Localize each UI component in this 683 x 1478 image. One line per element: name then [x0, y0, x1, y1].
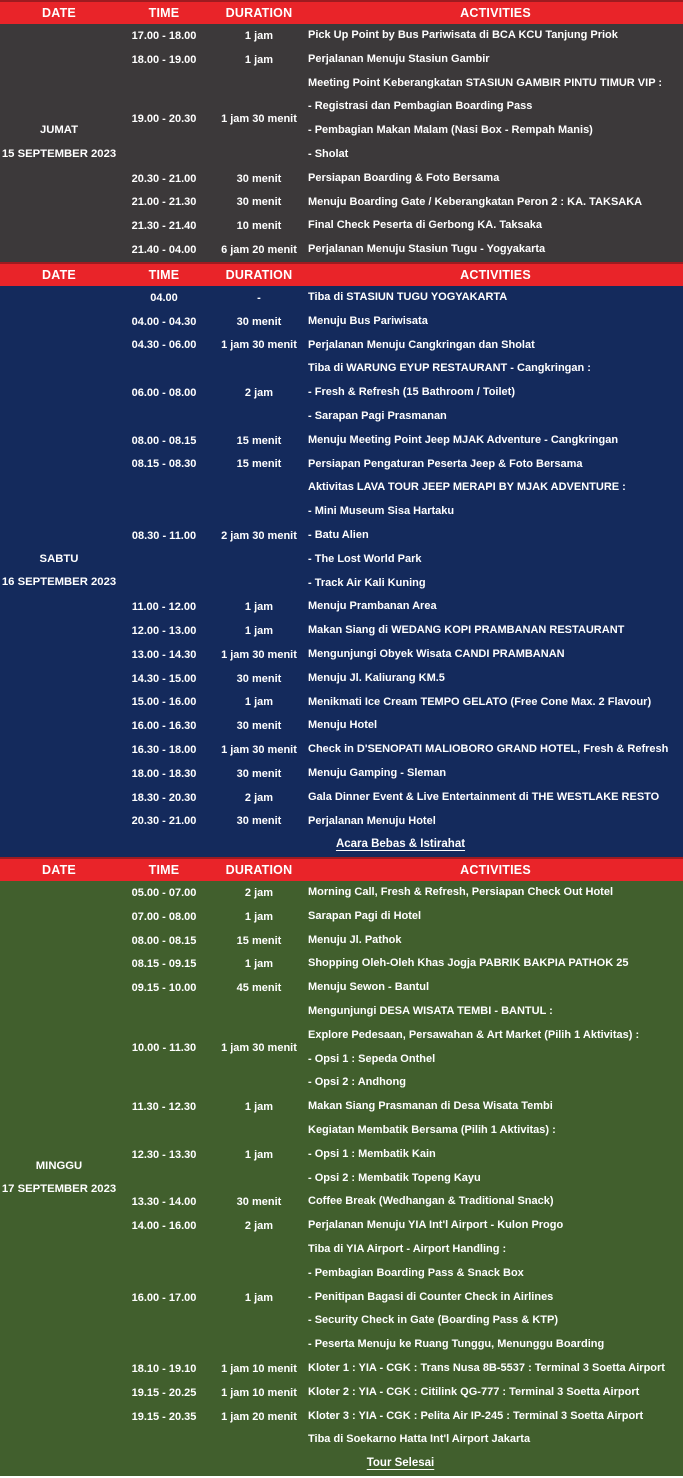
activity-line: - The Lost World Park: [308, 552, 422, 565]
activity-line: Perjalanan Menuju Cangkringan dan Sholat: [308, 338, 535, 351]
activity-line: - Sarapan Pagi Prasmanan: [308, 409, 447, 422]
time-cell: 05.00 - 07.00: [131, 886, 197, 899]
itinerary-row: [0, 1214, 683, 1238]
date-spacer-cell: [0, 167, 118, 191]
activity-line: Morning Call, Fresh & Refresh, Persiapan Check Out Hotel: [308, 886, 614, 899]
activity-line: Menuju Hotel: [308, 719, 378, 732]
activities-cell: [308, 167, 683, 191]
date-spacer-cell: [0, 691, 118, 715]
activities-cell: [308, 1357, 683, 1381]
activity-line: Kloter 1 : YIA - CGK : Trans Nusa 8B-5537 : Terminal 3 Soetta Airport: [308, 1362, 665, 1375]
duration-cell: 2 jam: [244, 387, 274, 400]
date-spacer-cell: [0, 238, 118, 262]
date-label: [0, 1155, 118, 1203]
activities-cell: [308, 905, 683, 929]
activity-line: Aktivitas LAVA TOUR JEEP MERAPI BY MJAK ADVENTURE :: [308, 481, 626, 494]
date-spacer-cell: [0, 1405, 118, 1429]
itinerary-row: [0, 310, 683, 334]
time-cell: 21.30 - 21.40: [131, 220, 197, 233]
activity-line: Perjalanan Menuju YIA Int'l Airport - Kulon Progo: [308, 1219, 564, 1232]
activity-line: Menikmati Ice Cream TEMPO GELATO (Free Cone Max. 2 Flavour): [308, 695, 652, 708]
date-day-name: JUMAT: [39, 124, 79, 137]
time-cell: 16.00 - 17.00: [131, 1291, 197, 1304]
activity-line: Pick Up Point by Bus Pariwisata di BCA KCU Tanjung Priok: [308, 29, 618, 41]
duration-cell: 10 menit: [236, 220, 282, 233]
duration-cell: 6 jam 20 menit: [221, 244, 297, 257]
activity-line: Final Check Peserta di Gerbong KA. Taksaka: [308, 219, 542, 232]
activities-cell: [308, 667, 683, 691]
column-header-date: DATE: [42, 863, 76, 878]
activities-cell: [308, 786, 683, 810]
activity-line: Sarapan Pagi di Hotel: [308, 909, 422, 922]
activity-line: Tiba di YIA Airport - Airport Handling :: [308, 1243, 507, 1256]
activity-line: Menuju Jl. Kaliurang KM.5: [308, 671, 445, 684]
activities-cell: [308, 1119, 683, 1190]
column-header-activities: ACTIVITIES: [460, 863, 531, 878]
itinerary-row: [0, 667, 683, 691]
duration-cell: 2 jam 30 menit: [221, 529, 297, 542]
activity-line: Kegiatan Membatik Bersama (Pilih 1 Aktivitas) :: [308, 1124, 556, 1137]
time-cell: 09.15 - 10.00: [131, 982, 197, 995]
duration-cell: 15 menit: [236, 458, 282, 471]
activity-line: Menuju Jl. Pathok: [308, 933, 402, 946]
column-header-duration: DURATION: [225, 863, 293, 878]
itinerary-row: [0, 214, 683, 238]
date-day-name: SABTU: [39, 552, 79, 565]
column-header-activities: ACTIVITIES: [460, 267, 531, 282]
activities-cell: [308, 810, 683, 834]
activity-line: Shopping Oleh-Oleh Khas Jogja PABRIK BAKPIA PATHOK 25: [308, 957, 629, 970]
date-spacer-cell: [0, 286, 118, 310]
time-cell: 20.30 - 21.00: [131, 172, 197, 185]
time-cell: 11.30 - 12.30: [131, 1101, 197, 1114]
date-full: 15 SEPTEMBER 2023: [1, 147, 117, 160]
date-spacer-cell: [0, 1381, 118, 1405]
time-cell: 21.40 - 04.00: [131, 244, 197, 257]
itinerary-row: [0, 334, 683, 358]
activity-line: Kloter 2 : YIA - CGK : Citilink QG-777 : Terminal 3 Soetta Airport: [308, 1385, 640, 1398]
activities-cell: [308, 286, 683, 310]
duration-cell: 30 menit: [236, 315, 282, 328]
activity-line: - Pembagian Boarding Pass & Snack Box: [308, 1266, 524, 1279]
duration-cell: 2 jam: [244, 1220, 274, 1233]
duration-cell: 30 menit: [236, 720, 282, 733]
time-cell: 18.00 - 19.00: [131, 53, 197, 66]
itinerary-row: [0, 167, 683, 191]
date-spacer-cell: [0, 905, 118, 929]
date-spacer-cell: [0, 786, 118, 810]
date-spacer-cell: [0, 881, 118, 905]
time-cell: 14.00 - 16.00: [131, 1220, 197, 1233]
itinerary-row: [0, 1357, 683, 1381]
column-header-time: TIME: [148, 267, 180, 282]
date-spacer-cell: [0, 667, 118, 691]
itinerary-row: [0, 1428, 683, 1452]
time-cell: 14.30 - 15.00: [131, 672, 197, 685]
activity-line: - Security Check in Gate (Boarding Pass & KTP): [308, 1314, 559, 1327]
time-cell: 19.15 - 20.35: [131, 1410, 197, 1423]
time-cell: 19.15 - 20.25: [131, 1386, 197, 1399]
activities-cell: [308, 1381, 683, 1405]
date-spacer-cell: [0, 762, 118, 786]
date-label: [0, 548, 118, 596]
date-spacer-cell: [0, 738, 118, 762]
itinerary-row: [0, 1095, 683, 1119]
activity-line: - Opsi 2 : Andhong: [308, 1076, 406, 1089]
activity-line: Coffee Break (Wedhangan & Traditional Snack): [308, 1195, 554, 1208]
time-cell: 16.30 - 18.00: [131, 744, 197, 756]
duration-cell: 30 menit: [236, 767, 282, 780]
activity-line: Explore Pedesaan, Persawahan & Art Market (Pilih 1 Aktivitas) :: [308, 1028, 640, 1041]
activities-cell: [308, 881, 683, 905]
itinerary-row: [0, 619, 683, 643]
activity-line: Menuju Sewon - Bantul: [308, 981, 429, 994]
duration-cell: 1 jam: [244, 958, 274, 971]
activity-line: Perjalanan Menuju Hotel: [308, 814, 436, 827]
table-header-row: [0, 857, 683, 881]
time-cell: 16.00 - 16.30: [131, 720, 197, 733]
time-cell: 13.00 - 14.30: [131, 648, 197, 661]
activities-cell: [308, 691, 683, 715]
itinerary-row: [0, 1238, 683, 1357]
date-spacer-cell: [0, 214, 118, 238]
duration-cell: -: [257, 291, 261, 304]
duration-cell: 1 jam 30 menit: [221, 648, 297, 661]
itinerary-row: [0, 905, 683, 929]
itinerary-row: [0, 786, 683, 810]
duration-cell: 1 jam: [244, 1101, 274, 1114]
activities-cell: [308, 429, 683, 453]
duration-cell: 15 menit: [236, 434, 282, 447]
activities-cell: [308, 72, 683, 167]
date-spacer-cell: [0, 1095, 118, 1119]
column-header-time: TIME: [148, 6, 180, 20]
activity-line: - Batu Alien: [308, 528, 369, 541]
duration-cell: 1 jam: [244, 910, 274, 923]
column-header-duration: DURATION: [225, 267, 293, 282]
date-spacer-cell: [0, 595, 118, 619]
activity-line: - Mini Museum Sisa Hartaku: [308, 505, 455, 518]
date-day-name: MINGGU: [35, 1159, 83, 1172]
date-spacer-cell: [0, 929, 118, 953]
activities-cell: [308, 453, 683, 477]
date-spacer-cell: [0, 1000, 118, 1095]
column-header-activities: ACTIVITIES: [460, 6, 531, 20]
time-cell: 04.00 - 04.30: [131, 315, 197, 328]
activity-line: Tiba di Soekarno Hatta Int'l Airport Jakarta: [308, 1433, 531, 1446]
activity-line: Check in D'SENOPATI MALIOBORO GRAND HOTEL, Fresh & Refresh: [308, 743, 669, 756]
activity-line: Menuju Bus Pariwisata: [308, 314, 428, 327]
time-cell: 13.30 - 14.00: [131, 1196, 197, 1209]
duration-cell: 1 jam: [244, 29, 274, 42]
date-spacer-cell: [0, 310, 118, 334]
itinerary-row: [0, 881, 683, 905]
duration-cell: 1 jam: [244, 1148, 274, 1161]
date-spacer-cell: [0, 357, 118, 428]
date-spacer-cell: [0, 643, 118, 667]
activities-cell: [308, 619, 683, 643]
duration-cell: 1 jam: [244, 601, 274, 614]
activities-cell: [308, 643, 683, 667]
itinerary-row: [0, 595, 683, 619]
activities-cell: [308, 476, 683, 595]
activity-line: Kloter 3 : YIA - CGK : Pelita Air IP-245 : Terminal 3 Soetta Airport: [308, 1409, 644, 1422]
itinerary-row: [0, 453, 683, 477]
activity-line: Menuju Meeting Point Jeep MJAK Adventure - Cangkringan: [308, 433, 619, 446]
activities-cell: [308, 310, 683, 334]
activity-line: Meeting Point Keberangkatan STASIUN GAMBIR PINTU TIMUR VIP :: [308, 76, 663, 89]
time-cell: 08.15 - 09.15: [131, 958, 197, 971]
date-spacer-cell: [0, 714, 118, 738]
column-header-time: TIME: [148, 863, 180, 878]
activities-cell: [308, 1190, 683, 1214]
section-footer-text: Tour Selesai: [366, 1457, 435, 1470]
time-cell: 08.15 - 08.30: [131, 458, 197, 471]
activity-line: - Peserta Menuju ke Ruang Tunggu, Menunggu Boarding: [308, 1338, 605, 1351]
time-cell: 08.00 - 08.15: [131, 934, 197, 947]
day-section-minggu-17-september-2023: [0, 881, 683, 1476]
itinerary-row: [0, 691, 683, 715]
time-cell: 12.00 - 13.00: [131, 625, 197, 638]
column-header-date: DATE: [42, 6, 76, 20]
date-spacer-cell: [0, 1238, 118, 1357]
time-cell: 12.30 - 13.30: [131, 1148, 197, 1161]
date-spacer-cell: [0, 619, 118, 643]
activity-line: Makan Siang di WEDANG KOPI PRAMBANAN RESTAURANT: [308, 624, 625, 637]
time-cell: 19.00 - 20.30: [131, 113, 197, 126]
activity-line: Persiapan Pengaturan Peserta Jeep & Foto Bersama: [308, 457, 583, 470]
activities-cell: [308, 357, 683, 428]
time-cell: 04.00: [150, 291, 178, 304]
table-header-row: [0, 0, 683, 24]
activity-line: Perjalanan Menuju Stasiun Gambir: [308, 52, 490, 65]
duration-cell: 45 menit: [236, 982, 282, 995]
date-spacer-cell: [0, 24, 118, 48]
duration-cell: 2 jam: [244, 791, 274, 804]
activity-line: - Fresh & Refresh (15 Bathroom / Toilet): [308, 386, 515, 399]
duration-cell: 1 jam 20 menit: [221, 1410, 297, 1423]
itinerary-row: [0, 929, 683, 953]
time-cell: 20.30 - 21.00: [131, 815, 197, 828]
duration-cell: 1 jam: [244, 53, 274, 66]
time-cell: 17.00 - 18.00: [131, 29, 197, 42]
activities-cell: [308, 1000, 683, 1095]
itinerary-row: [0, 238, 683, 262]
time-cell: 21.00 - 21.30: [131, 196, 197, 209]
activities-cell: [308, 24, 683, 48]
activities-cell: [308, 214, 683, 238]
activities-cell: [308, 595, 683, 619]
activities-cell: [308, 1214, 683, 1238]
itinerary-row: [0, 24, 683, 48]
time-cell: 06.00 - 08.00: [131, 387, 197, 400]
date-spacer-cell: [0, 976, 118, 1000]
activity-line: Mengunjungi DESA WISATA TEMBI - BANTUL :: [308, 1005, 553, 1018]
itinerary-row: [0, 357, 683, 428]
section-footer-row: [118, 833, 683, 857]
activities-cell: [308, 738, 683, 762]
date-spacer-cell: [0, 48, 118, 72]
date-label: [0, 119, 118, 167]
activities-cell: [308, 334, 683, 358]
date-spacer-cell: [0, 1214, 118, 1238]
column-header-date: DATE: [42, 267, 76, 282]
itinerary-row: [0, 976, 683, 1000]
date-spacer-cell: [0, 453, 118, 477]
duration-cell: 1 jam 30 menit: [221, 744, 297, 756]
duration-cell: 1 jam 10 menit: [221, 1362, 297, 1375]
activities-cell: [308, 1405, 683, 1429]
activities-cell: [308, 976, 683, 1000]
duration-cell: 30 menit: [236, 1196, 282, 1209]
time-cell: 08.30 - 11.00: [131, 529, 197, 542]
time-cell: 11.00 - 12.00: [131, 601, 197, 614]
activities-cell: [308, 1428, 683, 1452]
duration-cell: 1 jam: [244, 625, 274, 638]
activity-line: - Opsi 2 : Membatik Topeng Kayu: [308, 1171, 481, 1184]
activity-line: Mengunjungi Obyek Wisata CANDI PRAMBANAN: [308, 647, 565, 660]
itinerary-row: [0, 738, 683, 762]
time-cell: 18.30 - 20.30: [131, 791, 197, 804]
duration-cell: 30 menit: [236, 172, 282, 185]
activity-line: - Registrasi dan Pembagian Boarding Pass: [308, 100, 533, 113]
date-spacer-cell: [0, 429, 118, 453]
activity-line: - Track Air Kali Kuning: [308, 576, 426, 589]
time-cell: 04.30 - 06.00: [131, 339, 197, 352]
itinerary-row: [0, 762, 683, 786]
itinerary-row: [0, 1405, 683, 1429]
duration-cell: 1 jam: [244, 1291, 274, 1304]
column-header-duration: DURATION: [225, 6, 293, 20]
time-cell: 07.00 - 08.00: [131, 910, 197, 923]
activity-line: - Sholat: [308, 147, 349, 160]
activities-cell: [308, 191, 683, 215]
time-cell: 10.00 - 11.30: [131, 1041, 197, 1054]
time-cell: 18.10 - 19.10: [131, 1362, 197, 1375]
activities-cell: [308, 1238, 683, 1357]
time-cell: 18.00 - 18.30: [131, 767, 197, 780]
activities-cell: [308, 929, 683, 953]
date-full: 16 SEPTEMBER 2023: [1, 576, 117, 589]
duration-cell: 1 jam 30 menit: [221, 1041, 297, 1054]
duration-cell: 1 jam 30 menit: [221, 113, 297, 126]
duration-cell: 1 jam 10 menit: [221, 1386, 297, 1399]
date-spacer-cell: [0, 952, 118, 976]
activities-cell: [308, 714, 683, 738]
itinerary-row: [0, 429, 683, 453]
itinerary-row: [0, 48, 683, 72]
section-footer-row: [118, 1452, 683, 1476]
activity-line: Tiba di WARUNG EYUP RESTAURANT - Cangkringan :: [308, 362, 591, 375]
activity-line: Gala Dinner Event & Live Entertainment di THE WESTLAKE RESTO: [308, 790, 660, 803]
time-cell: 08.00 - 08.15: [131, 434, 197, 447]
itinerary-row: [0, 952, 683, 976]
activity-line: - Penitipan Bagasi di Counter Check in Airlines: [308, 1290, 554, 1303]
day-section-sabtu-16-september-2023: [0, 286, 683, 857]
section-footer-text: Acara Bebas & Istirahat: [335, 838, 466, 851]
duration-cell: 1 jam: [244, 696, 274, 709]
activities-cell: [308, 952, 683, 976]
itinerary-row: [0, 714, 683, 738]
date-spacer-cell: [0, 334, 118, 358]
activities-cell: [308, 762, 683, 786]
duration-cell: 1 jam 30 menit: [221, 339, 297, 352]
activity-line: Menuju Gamping - Sleman: [308, 766, 447, 779]
duration-cell: 2 jam: [244, 886, 274, 899]
activity-line: Tiba di STASIUN TUGU YOGYAKARTA: [308, 290, 508, 303]
activity-line: - Opsi 1 : Membatik Kain: [308, 1147, 436, 1160]
activity-line: Persiapan Boarding & Foto Bersama: [308, 171, 500, 184]
duration-cell: 30 menit: [236, 196, 282, 209]
date-spacer-cell: [0, 1357, 118, 1381]
itinerary-row: [0, 810, 683, 834]
time-cell: 15.00 - 16.00: [131, 696, 197, 709]
activity-line: - Opsi 1 : Sepeda Onthel: [308, 1052, 436, 1065]
itinerary-row: [0, 191, 683, 215]
activity-line: Menuju Boarding Gate / Keberangkatan Peron 2 : KA. TAKSAKA: [308, 195, 643, 208]
activities-cell: [308, 1095, 683, 1119]
activities-cell: [308, 48, 683, 72]
date-spacer-cell: [0, 1428, 118, 1452]
activities-cell: [308, 238, 683, 262]
duration-cell: 30 menit: [236, 815, 282, 828]
duration-cell: 15 menit: [236, 934, 282, 947]
date-spacer-cell: [0, 810, 118, 834]
table-header-row: [0, 262, 683, 286]
date-spacer-cell: [0, 191, 118, 215]
activity-line: Makan Siang Prasmanan di Desa Wisata Tembi: [308, 1100, 553, 1113]
itinerary-row: [0, 643, 683, 667]
activity-line: Perjalanan Menuju Stasiun Tugu - Yogyakarta: [308, 243, 546, 256]
duration-cell: 30 menit: [236, 672, 282, 685]
itinerary-row: [0, 286, 683, 310]
date-full: 17 SEPTEMBER 2023: [1, 1183, 117, 1196]
activity-line: Menuju Prambanan Area: [308, 600, 437, 613]
itinerary-row: [0, 1381, 683, 1405]
day-section-jumat-15-september-2023: [0, 24, 683, 262]
itinerary-row: [0, 1000, 683, 1095]
activity-line: - Pembagian Makan Malam (Nasi Box - Rempah Manis): [308, 124, 593, 137]
